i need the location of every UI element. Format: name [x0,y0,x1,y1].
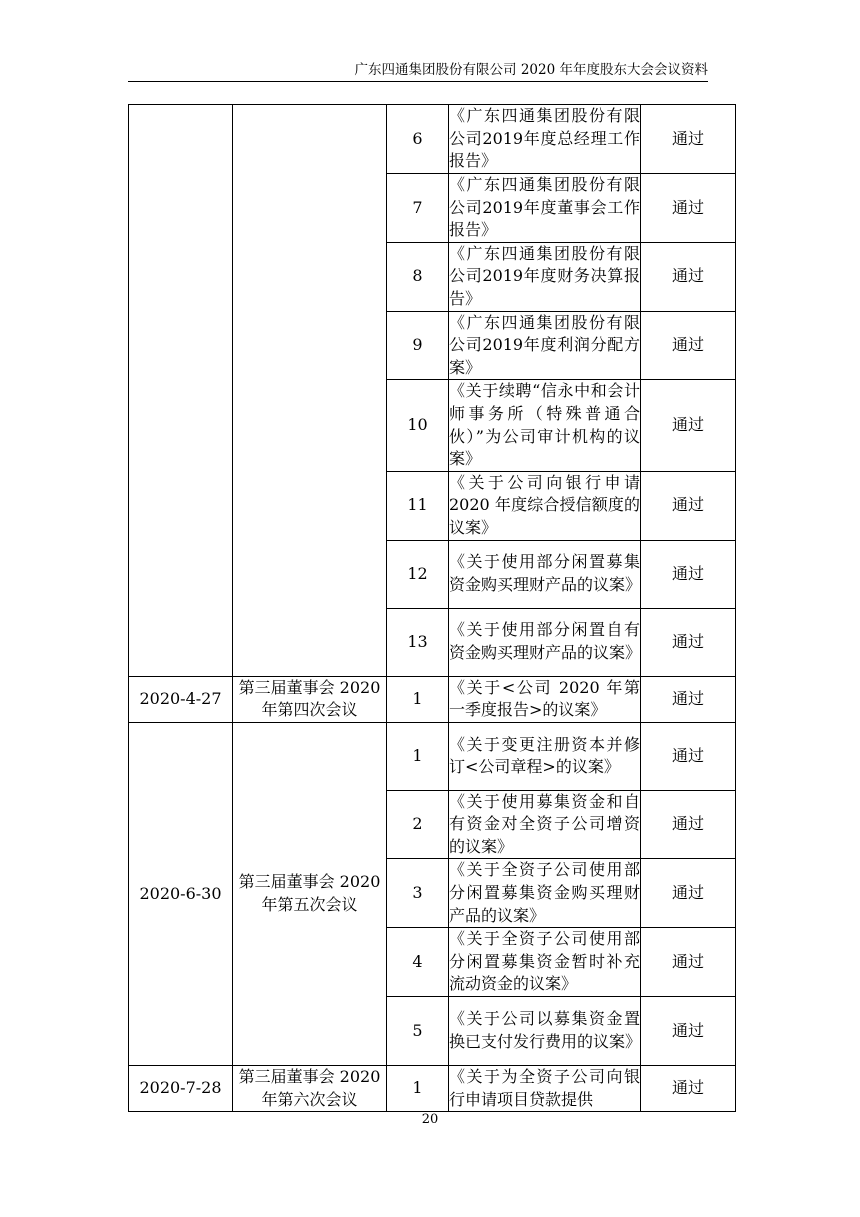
meeting-name-cell: 第三届董事会 2020 年第六次会议 [233,1066,387,1112]
resolution-title-cell: 《关于公司以募集资金置换已支付发行费用的议案》 [449,997,641,1066]
resolution-title-cell: 《广东四通集团股份有限公司2019年度总经理工作报告》 [449,105,641,174]
resolution-title-cell: 《关于为全资子公司向银行申请项目贷款提供 [449,1066,641,1112]
resolution-result-cell: 通过 [641,608,736,676]
resolution-title-cell: 《关于全资子公司使用部分闲置募集资金购买理财产品的议案》 [449,859,641,928]
resolution-number-cell: 1 [387,676,449,722]
resolution-result-cell: 通过 [641,1066,736,1112]
page-number: 20 [421,1112,439,1127]
resolution-result-cell: 通过 [641,928,736,997]
meeting-name-cell: 第三届董事会 2020 年第五次会议 [233,722,387,1065]
resolution-title-cell: 《关于使用部分闲置募集资金购买理财产品的议案》 [449,540,641,608]
resolution-result-cell: 通过 [641,174,736,243]
resolution-number-cell: 9 [387,311,449,380]
resolution-title-cell: 《关于<公司 2020 年第一季度报告>的议案》 [449,676,641,722]
resolution-result-cell: 通过 [641,859,736,928]
resolution-result-cell: 通过 [641,471,736,540]
meeting-date-cell [129,105,233,677]
resolution-title-cell: 《关于变更注册资本并修订<公司章程>的议案》 [449,722,641,790]
resolution-number-cell: 6 [387,105,449,174]
resolution-result-cell: 通过 [641,380,736,471]
resolution-number-cell: 3 [387,859,449,928]
resolution-result-cell: 通过 [641,790,736,859]
meeting-date-cell: 2020-6-30 [129,722,233,1065]
resolution-number-cell: 7 [387,174,449,243]
resolution-number-cell: 10 [387,380,449,471]
meeting-name-cell: 第三届董事会 2020 年第四次会议 [233,676,387,722]
resolution-number-cell: 1 [387,722,449,790]
resolution-result-cell: 通过 [641,997,736,1066]
resolution-title-cell: 《关于使用募集资金和自有资金对全资子公司增资的议案》 [449,790,641,859]
header-rule [128,81,708,82]
resolution-title-cell: 《广东四通集团股份有限公司2019年度董事会工作报告》 [449,174,641,243]
running-header: 广东四通集团股份有限公司 2020 年年度股东大会会议资料 [354,62,708,78]
resolution-result-cell: 通过 [641,311,736,380]
resolution-result-cell: 通过 [641,540,736,608]
resolution-result-cell: 通过 [641,676,736,722]
meeting-date-cell: 2020-7-28 [129,1066,233,1112]
meeting-resolutions-table [128,104,736,1112]
resolution-result-cell: 通过 [641,242,736,311]
resolution-number-cell: 12 [387,540,449,608]
resolution-title-cell: 《关于全资子公司使用部分闲置募集资金暂时补充流动资金的议案》 [449,928,641,997]
resolution-number-cell: 2 [387,790,449,859]
resolution-number-cell: 5 [387,997,449,1066]
table-row [129,105,736,174]
table-row [129,722,736,790]
meeting-date-cell: 2020-4-27 [129,676,233,722]
resolution-number-cell: 4 [387,928,449,997]
table-row [129,676,736,722]
resolution-title-cell: 《广东四通集团股份有限公司2019年度利润分配方案》 [449,311,641,380]
resolution-number-cell: 1 [387,1066,449,1112]
table-row [129,1066,736,1112]
resolution-title-cell: 《广东四通集团股份有限公司2019年度财务决算报告》 [449,242,641,311]
resolution-number-cell: 11 [387,471,449,540]
resolution-result-cell: 通过 [641,722,736,790]
resolution-title-cell: 《关于使用部分闲置自有资金购买理财产品的议案》 [449,608,641,676]
resolution-title-cell: 《关于续聘“信永中和会计师事务所（特殊普通合伙）”为公司审计机构的议案》 [449,380,641,471]
meeting-name-cell [233,105,387,677]
table-body [129,105,736,1112]
resolution-number-cell: 8 [387,242,449,311]
resolution-number-cell: 13 [387,608,449,676]
resolution-result-cell: 通过 [641,105,736,174]
resolution-title-cell: 《关于公司向银行申请2020 年度综合授信额度的议案》 [449,471,641,540]
